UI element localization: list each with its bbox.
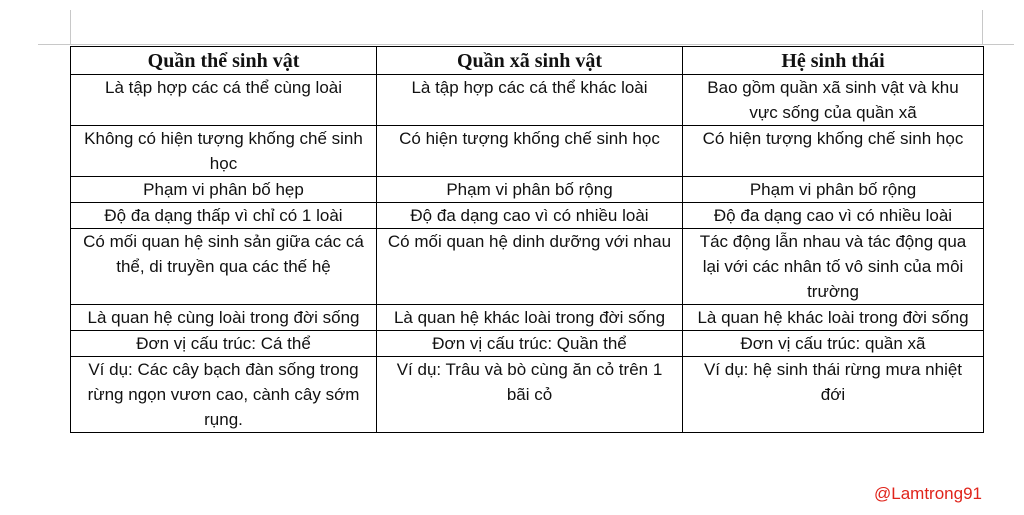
table-row	[71, 357, 984, 433]
table-cell: Đơn vị cấu trúc: quần xã	[683, 331, 984, 357]
table-cell: Là tập hợp các cá thể khác loài	[377, 75, 683, 126]
table-cell: Đơn vị cấu trúc: Cá thể	[71, 331, 377, 357]
table-cell: Có hiện tượng khống chế sinh học	[683, 126, 984, 177]
table-cell: Có hiện tượng khống chế sinh học	[377, 126, 683, 177]
table-cell: Ví dụ: Trâu và bò cùng ăn cỏ trên 1 bãi cỏ	[377, 357, 683, 433]
table-cell: Độ đa dạng cao vì có nhiều loài	[683, 203, 984, 229]
table-cell: Độ đa dạng cao vì có nhiều loài	[377, 203, 683, 229]
table-cell: Là quan hệ khác loài trong đời sống	[683, 305, 984, 331]
header-community: Quần xã sinh vật	[377, 47, 683, 75]
table-row	[71, 305, 984, 331]
table-cell: Bao gồm quần xã sinh vật và khu vực sống của quần xã	[683, 75, 984, 126]
table-row	[71, 203, 984, 229]
table-header-row	[71, 47, 984, 75]
page-margin-guide-right	[982, 10, 983, 44]
table-cell: Phạm vi phân bố hẹp	[71, 177, 377, 203]
table-cell: Là tập hợp các cá thể cùng loài	[71, 75, 377, 126]
table-cell: Phạm vi phân bố rộng	[377, 177, 683, 203]
table-cell: Ví dụ: Các cây bạch đàn sống trong rừng ngọn vươn cao, cành cây sớm rụng.	[71, 357, 377, 433]
table-cell: Có mối quan hệ dinh dưỡng với nhau	[377, 229, 683, 305]
comparison-table	[70, 46, 984, 433]
table-cell: Là quan hệ khác loài trong đời sống	[377, 305, 683, 331]
table-cell: Tác động lẫn nhau và tác động qua lại với các nhân tố vô sinh của môi trường	[683, 229, 984, 305]
table-cell: Độ đa dạng thấp vì chỉ có 1 loài	[71, 203, 377, 229]
table-row	[71, 229, 984, 305]
page-margin-guide-left	[70, 10, 71, 44]
table-row	[71, 75, 984, 126]
table-cell: Ví dụ: hệ sinh thái rừng mưa nhiệt đới	[683, 357, 984, 433]
author-watermark: @Lamtrong91	[874, 484, 982, 503]
table-cell: Là quan hệ cùng loài trong đời sống	[71, 305, 377, 331]
table-row	[71, 177, 984, 203]
header-ecosystem: Hệ sinh thái	[683, 47, 984, 75]
table-cell: Đơn vị cấu trúc: Quần thể	[377, 331, 683, 357]
table-cell: Phạm vi phân bố rộng	[683, 177, 984, 203]
header-population: Quần thể sinh vật	[71, 47, 377, 75]
table-cell: Không có hiện tượng khống chế sinh học	[71, 126, 377, 177]
page-margin-guide-horizontal	[38, 44, 1014, 45]
table-row	[71, 331, 984, 357]
table-cell: Có mối quan hệ sinh sản giữa các cá thể, di truyền qua các thế hệ	[71, 229, 377, 305]
table-row	[71, 126, 984, 177]
